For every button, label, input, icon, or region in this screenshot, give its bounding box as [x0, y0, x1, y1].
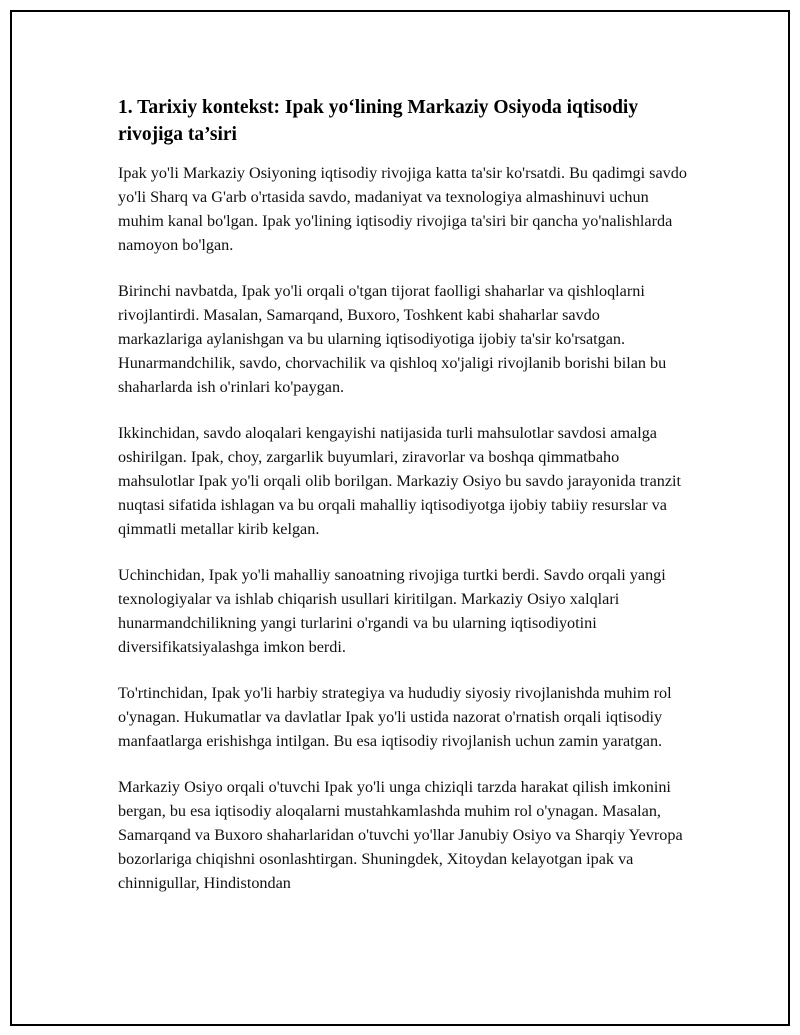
document-body [118, 94, 688, 917]
section-title: 1. Tarixiy kontekst: Ipak yo‘lining Markaziy Osiyoda iqtisodiy rivojiga ta’siri [118, 97, 639, 145]
paragraph-first-point: Birinchi navbatda, Ipak yo'li orqali o'tgan tijorat faolligi shaharlar va qishloqlarni rivojlantirdi. Masalan, Samarqand, Buxoro, Toshkent kabi shaharlar savdo markazlariga aylanishgan va bu ularning iqtisodiyotiga ijobiy ta'sir ko'rsatgan. Hunarmandchilik, savdo, chorvachilik va qishloq xo'jaligi rivojlanib borishi bilan bu shaharlarda ish o'rinlari ko'paygan. [118, 282, 667, 396]
paragraph-fourth-point: To'rtinchidan, Ipak yo'li harbiy strategiya va hududiy siyosiy rivojlanishda muhim rol o'ynagan. Hukumatlar va davlatlar Ipak yo'li ustida nazorat o'rnatish orqali iqtisodiy manfaatlarga erishishga intilgan. Bu esa iqtisodiy rivojlanish uchun zamin yaratgan. [118, 684, 672, 750]
paragraph-intro: Ipak yo'li Markaziy Osiyoning iqtisodiy rivojiga katta ta'sir ko'rsatdi. Bu qadimgi savdo yo'li Sharq va G'arb o'rtasida savdo, madaniyat va texnologiya almashinuvi uchun muhim kanal bo'lgan. Ipak yo'lining iqtisodiy rivojiga ta'siri bir qancha yo'nalishlarda namoyon bo'lgan. [118, 164, 687, 254]
paragraph-route-connections: Markaziy Osiyo orqali o'tuvchi Ipak yo'li unga chiziqli tarzda harakat qilish imkonini bergan, bu esa iqtisodiy aloqalarni mustahkamlashda muhim rol o'ynagan. Masalan, Samarqand va Buxoro shaharlaridan o'tuvchi yo'llar Janubiy Osiyo va Sharqiy Yevropa bozorlariga chiqishni osonlashtirgan. Shuningdek, Xitoydan kelayotgan ipak va chinnigullar, Hindistondan [118, 778, 683, 892]
paragraph-second-point: Ikkinchidan, savdo aloqalari kengayishi natijasida turli mahsulotlar savdosi amalga oshirilgan. Ipak, choy, zargarlik buyumlari, ziravorlar va boshqa qimmatbaho mahsulotlar Ipak yo'li orqali olib borilgan. Markaziy Osiyo bu savdo jarayonida tranzit nuqtasi sifatida ishlagan va bu orqali mahalliy iqtisodiyotga ijobiy tabiiy resurslar va qimmatli metallar kirib kelgan. [118, 424, 682, 538]
paragraph-third-point: Uchinchidan, Ipak yo'li mahalliy sanoatning rivojiga turtki berdi. Savdo orqali yangi texnologiyalar va ishlab chiqarish usullari kiritilgan. Markaziy Osiyo xalqlari hunarmandchilikning yangi turlarini o'rgandi va bu ularning iqtisodiyotini diversifikatsiyalashga imkon berdi. [118, 566, 666, 656]
